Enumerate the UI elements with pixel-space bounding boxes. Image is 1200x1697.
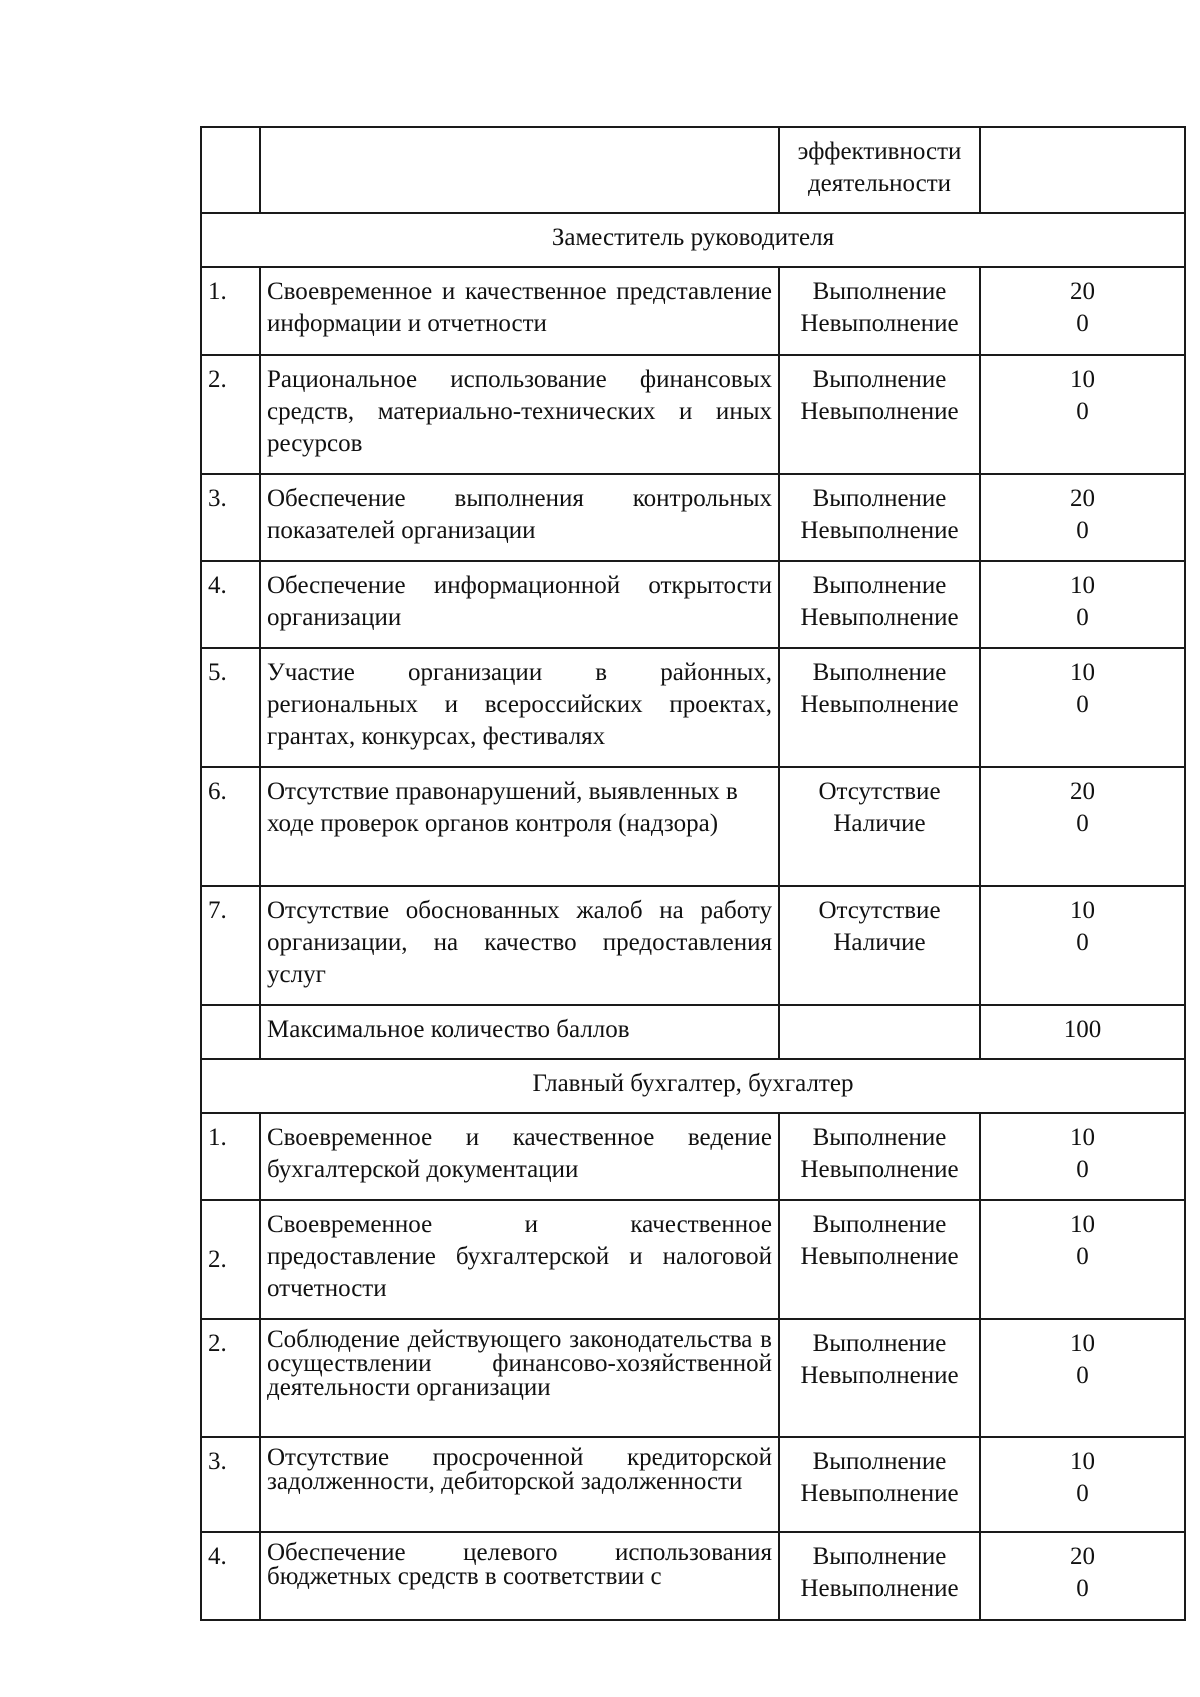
points-cell: [980, 767, 1185, 886]
status-negative: Невыполнение: [800, 310, 959, 337]
points-cell: [980, 561, 1185, 648]
criterion-cell: [260, 127, 779, 213]
row-number: 5.: [201, 648, 260, 767]
table-row: [201, 886, 1185, 1005]
status-positive: Выполнение: [812, 1330, 947, 1357]
table-row: [201, 267, 1185, 355]
status-positive: Выполнение: [812, 485, 947, 512]
table-row: [201, 561, 1185, 648]
row-number: 4.: [201, 561, 260, 648]
points-negative: 0: [1076, 398, 1089, 425]
points-negative: 0: [1076, 1156, 1089, 1183]
number-cell: [201, 1005, 260, 1059]
status-cell: [779, 355, 980, 474]
header-row: [201, 127, 1185, 213]
points-cell: [980, 474, 1185, 561]
points-cell: [980, 1437, 1185, 1532]
status-line-2: деятельности: [807, 170, 952, 197]
section-heading-row: [201, 1059, 1185, 1113]
status-negative: Невыполнение: [800, 691, 959, 718]
status-negative: Наличие: [833, 929, 926, 956]
status-cell: [779, 886, 980, 1005]
points-positive: 20: [1070, 1543, 1095, 1570]
criterion-text: Обеспечение целевого использования бюджетных средств в соответствии с: [260, 1532, 779, 1620]
points-negative: 0: [1076, 691, 1089, 718]
status-cell: [779, 474, 980, 561]
status-positive: Выполнение: [812, 1543, 947, 1570]
criterion-text: Рациональное использование финансовых средств, материально-технических и иных ресурсов: [260, 355, 779, 474]
status-positive: Выполнение: [812, 278, 947, 305]
points-negative: 0: [1076, 1575, 1089, 1602]
status-positive: Отсутствие: [818, 778, 941, 805]
points-positive: 10: [1070, 1211, 1095, 1238]
row-number: 3.: [201, 1437, 260, 1532]
criterion-text: Своевременное и качественное представление информации и отчетности: [260, 267, 779, 355]
status-positive: Выполнение: [812, 1124, 947, 1151]
status-negative: Невыполнение: [800, 1156, 959, 1183]
points-negative: 0: [1076, 604, 1089, 631]
status-positive: Выполнение: [812, 572, 947, 599]
status-cell: [779, 267, 980, 355]
status-cell: [779, 1113, 980, 1200]
section-heading-row: [201, 213, 1185, 267]
points-negative: 0: [1076, 929, 1089, 956]
row-number: 2.: [201, 1200, 260, 1319]
status-cell: [779, 127, 980, 213]
status-negative: Невыполнение: [800, 1362, 959, 1389]
section-title: Заместитель руководителя: [201, 213, 1185, 267]
criterion-text: Отсутствие просроченной кредиторской задолженности, дебиторской задолженности: [260, 1437, 779, 1532]
row-number: 4.: [201, 1532, 260, 1620]
points-positive: 10: [1070, 366, 1095, 393]
points-positive: 10: [1070, 1448, 1095, 1475]
status-positive: Отсутствие: [818, 897, 941, 924]
row-number: 7.: [201, 886, 260, 1005]
status-negative: Невыполнение: [800, 517, 959, 544]
table-row: [201, 1319, 1185, 1437]
table-row: [201, 648, 1185, 767]
table-row: [201, 1200, 1185, 1319]
row-number: 1.: [201, 1113, 260, 1200]
criterion-text: Своевременное и качественное предоставление бухгалтерской и налоговой отчетности: [260, 1200, 779, 1319]
criterion-text: Своевременное и качественное ведение бухгалтерской документации: [260, 1113, 779, 1200]
points-cell: [980, 267, 1185, 355]
row-number: 3.: [201, 474, 260, 561]
status-cell: [779, 1532, 980, 1620]
points-negative: 0: [1076, 1362, 1089, 1389]
status-negative: Невыполнение: [800, 1480, 959, 1507]
status-positive: Выполнение: [812, 366, 947, 393]
status-cell: [779, 1005, 980, 1059]
status-positive: Выполнение: [812, 1211, 947, 1238]
points-negative: 0: [1076, 810, 1089, 837]
criterion-text: Соблюдение действующего законодательства в осуществлении финансово-хозяйственной деятельности организации: [260, 1319, 779, 1437]
points-negative: 0: [1076, 1243, 1089, 1270]
number-cell: [201, 127, 260, 213]
points-cell: [980, 355, 1185, 474]
points-positive: 20: [1070, 278, 1095, 305]
status-negative: Невыполнение: [800, 604, 959, 631]
points-negative: 0: [1076, 1480, 1089, 1507]
points-negative: 0: [1076, 310, 1089, 337]
points-cell: [980, 648, 1185, 767]
status-negative: Наличие: [833, 810, 926, 837]
table-row: [201, 1532, 1185, 1620]
criterion-text: Отсутствие правонарушений, выявленных в ходе проверок органов контроля (надзора): [260, 767, 779, 886]
points-negative: 0: [1076, 517, 1089, 544]
row-number: 6.: [201, 767, 260, 886]
table-row: [201, 767, 1185, 886]
status-positive: Выполнение: [812, 659, 947, 686]
criterion-text: Участие организации в районных, региональных и всероссийских проектах, грантах, конкурсах, фестивалях: [260, 648, 779, 767]
total-row: [201, 1005, 1185, 1059]
status-cell: [779, 767, 980, 886]
status-negative: Невыполнение: [800, 1575, 959, 1602]
status-positive: Выполнение: [812, 1448, 947, 1475]
criterion-text: Обеспечение выполнения контрольных показателей организации: [260, 474, 779, 561]
table-row: [201, 355, 1185, 474]
row-number: 2.: [201, 355, 260, 474]
total-value: 100: [980, 1005, 1185, 1059]
status-cell: [779, 1200, 980, 1319]
points-cell: [980, 1532, 1185, 1620]
criteria-table: [200, 126, 1186, 1621]
points-cell: [980, 127, 1185, 213]
criterion-text: Обеспечение информационной открытости организации: [260, 561, 779, 648]
status-negative: Невыполнение: [800, 398, 959, 425]
points-cell: [980, 886, 1185, 1005]
status-negative: Невыполнение: [800, 1243, 959, 1270]
row-number: 2.: [201, 1319, 260, 1437]
points-positive: 10: [1070, 572, 1095, 599]
status-cell: [779, 561, 980, 648]
points-positive: 10: [1070, 1330, 1095, 1357]
table-row: [201, 474, 1185, 561]
points-positive: 20: [1070, 778, 1095, 805]
points-positive: 10: [1070, 897, 1095, 924]
criterion-text: Отсутствие обоснованных жалоб на работу организации, на качество предоставления услуг: [260, 886, 779, 1005]
status-cell: [779, 1319, 980, 1437]
points-positive: 10: [1070, 1124, 1095, 1151]
status-cell: [779, 1437, 980, 1532]
status-cell: [779, 648, 980, 767]
table-row: [201, 1437, 1185, 1532]
table-row: [201, 1113, 1185, 1200]
total-label: Максимальное количество баллов: [260, 1005, 779, 1059]
status-line-1: эффективности: [797, 138, 962, 165]
row-number: 1.: [201, 267, 260, 355]
points-cell: [980, 1319, 1185, 1437]
points-positive: 10: [1070, 659, 1095, 686]
points-cell: [980, 1200, 1185, 1319]
section-title: Главный бухгалтер, бухгалтер: [201, 1059, 1185, 1113]
points-cell: [980, 1113, 1185, 1200]
points-positive: 20: [1070, 485, 1095, 512]
